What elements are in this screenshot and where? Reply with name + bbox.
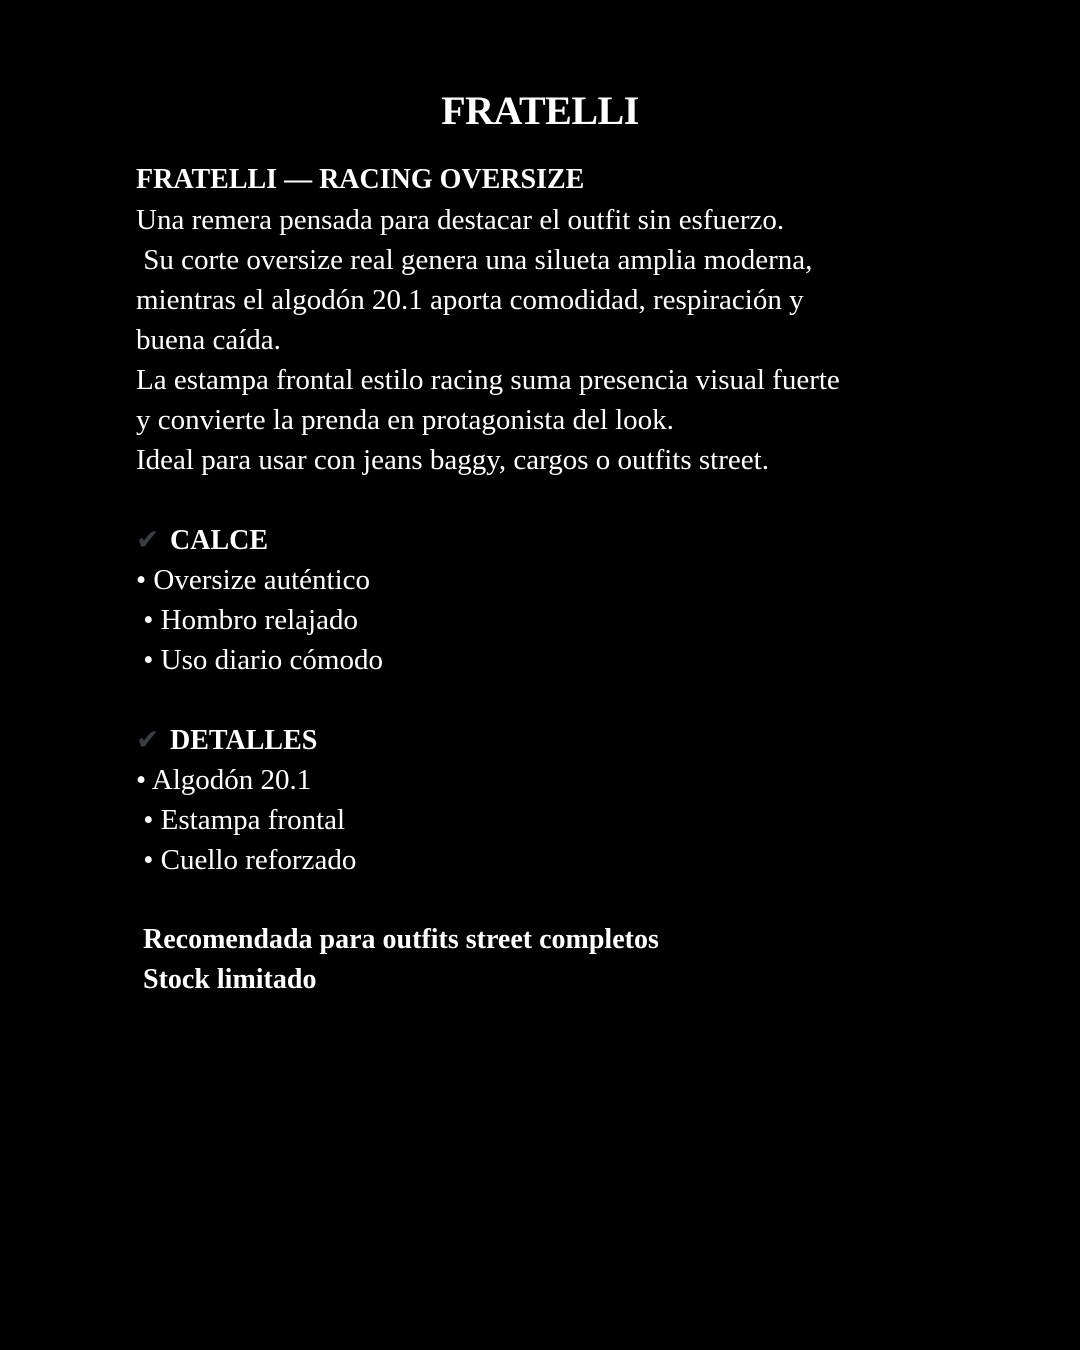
spacer (136, 680, 956, 720)
spacer (136, 880, 956, 920)
description-line: y convierte la prenda en protagonista del look. (136, 404, 674, 436)
closing-line: Stock limitado (136, 964, 317, 995)
detalles-heading-row (136, 720, 956, 760)
detalles-heading: DETALLES (170, 725, 318, 756)
closing-line: Recomendada para outfits street completos (136, 924, 659, 955)
description-line: Una remera pensada para destacar el outfit sin esfuerzo. (136, 204, 785, 236)
page-title: FRATELLI (441, 88, 639, 133)
description-line: La estampa frontal estilo racing suma presencia visual fuerte (136, 364, 840, 396)
list-item: • Oversize auténtico (136, 564, 370, 596)
description-line: mientras el algodón 20.1 aporta comodidad, respiración y (136, 284, 804, 316)
calce-heading: CALCE (170, 525, 269, 556)
description-line: Ideal para usar con jeans baggy, cargos o outfits street. (136, 444, 769, 476)
product-heading: FRATELLI — RACING OVERSIZE (136, 164, 585, 195)
check-mark-icon: ✔ (136, 723, 160, 756)
list-item: • Hombro relajado (136, 604, 358, 636)
list-item: • Uso diario cómodo (136, 644, 383, 676)
list-item: • Estampa frontal (136, 804, 346, 836)
calce-heading-row (136, 520, 956, 560)
product-description (136, 160, 956, 1000)
spacer (136, 480, 956, 520)
check-mark-icon: ✔ (136, 523, 160, 556)
list-item: • Cuello reforzado (136, 844, 357, 876)
description-line: buena caída. (136, 324, 281, 356)
list-item: • Algodón 20.1 (136, 764, 312, 796)
description-line: Su corte oversize real genera una silueta amplia moderna, (136, 244, 813, 276)
